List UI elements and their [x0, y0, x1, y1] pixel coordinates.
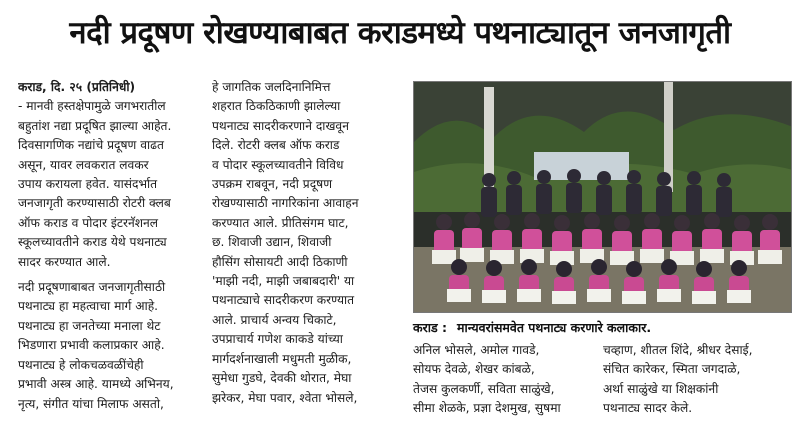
text-line: पथनाट्य सादर केले.	[603, 401, 693, 416]
text-line: ऑफ कराड व पोदार इंटरनॅशनल	[18, 215, 159, 230]
text-line: सुमेधा गुडघे, देवकी थोरात, मेघा	[212, 371, 352, 386]
text-line: व पोदार स्कूलच्यावतीने विविध	[212, 157, 344, 172]
text-line: आले. प्राचार्य अन्वय चिकाटे,	[212, 312, 337, 327]
text-line: चव्हाण, शीतल शिंदे, श्रीधर देसाई,	[603, 343, 753, 357]
group-photo-illustration	[414, 82, 792, 313]
text-line: तेजस कुलकर्णी, सविता साळुंखे,	[413, 381, 555, 396]
text-line: अनिल भोसले, अमोल गावडे,	[413, 343, 540, 357]
text-line: शहरात ठिकठिकाणी झालेल्या	[212, 99, 341, 114]
text-line: पथनाट्य हे लोकचळवळींचेही	[18, 357, 144, 372]
text-line: पथनाट्य हा जनतेच्या मनाला थेट	[18, 318, 161, 333]
text-line: दिवसागणिक नद्यांचे प्रदूषण वाढत	[18, 138, 164, 153]
text-line: करण्यात आले. प्रीतिसंगम घाट,	[212, 215, 349, 230]
text-line: भिडणारा प्रभावी कलाप्रकार आहे.	[18, 338, 165, 353]
text-line: बहुतांश नद्या प्रदूषित झाल्या आहेत.	[18, 118, 172, 133]
text-line: मार्गदर्शनाखाली मधुमती मुळीक,	[212, 351, 352, 366]
text-line: - मानवी हस्तक्षेपामुळे जगभरातील	[18, 99, 166, 114]
text-line: रोखण्यासाठी नागरिकांना आवाहन	[212, 196, 359, 211]
text-line: उपप्राचार्य गणेश काकडे यांच्या	[212, 332, 343, 347]
text-line: हे जागतिक जलदिनानिमित्त	[212, 80, 331, 94]
text-line: हौसिंग सोसायटी आदी ठिकाणी	[212, 254, 348, 269]
headline: नदी प्रदूषण रोखण्याबाबत कराडमध्ये पथनाट्यातून जनजागृती	[69, 15, 731, 51]
text-line: नदी प्रदूषणाबाबत जनजागृतीसाठी	[18, 280, 166, 295]
text-line: दिले. रोटरी क्लब ऑफ कराड	[212, 138, 340, 153]
text-line: 'माझी नदी, माझी जबाबदारी' या	[212, 274, 355, 289]
text-line: सोयफ देवळे, शेखर कांबळे,	[413, 362, 535, 377]
photo-caption	[413, 318, 798, 338]
text-line: संचित कारेकर, स्मिता जगदाळे,	[603, 362, 741, 377]
text-line: नृत्य, संगीत यांचा मिलाफ असतो,	[18, 396, 164, 411]
text-line: पथनाट्याचे सादरीकरण करण्यात	[212, 293, 355, 308]
text-line: प्रभावी अस्त्र आहे. यामध्ये अभिनय,	[18, 377, 174, 392]
caption-text: मान्यवरांसमवेत पथनाट्य करणारे कलाकार.	[457, 320, 652, 335]
article-column-4	[603, 341, 798, 431]
text-line: उपाय करायला हवेत. यासंदर्भात	[18, 177, 158, 192]
text-line: अर्था साळुंखे या शिक्षकांनी	[603, 381, 719, 396]
article-column-3	[413, 341, 593, 431]
article-column-1	[18, 78, 206, 430]
text-line: सादर करण्यात आले.	[18, 254, 111, 269]
caption-label: कराड :	[413, 320, 447, 335]
column1-para-b	[18, 278, 206, 414]
text-line: पथनाट्य हा महत्वाचा मार्ग आहे.	[18, 299, 159, 314]
article-column-2	[212, 78, 402, 430]
text-line: पथनाट्य सादरीकरणाने दाखवून	[212, 118, 349, 133]
text-line: झरेकर, मेघा पवार, श्वेता भोसले,	[212, 390, 358, 405]
text-line: सीमा शेळके, प्रज्ञा देशमुख, सुषमा	[413, 401, 561, 416]
text-line: जनजागृती करण्यासाठी रोटरी क्लब	[18, 196, 171, 211]
column1-para-a	[18, 78, 206, 272]
text-line: असून, यावर लवकरात लवकर	[18, 157, 149, 172]
text-line: उपक्रम राबवून, नदी प्रदूषण	[212, 177, 333, 192]
news-photo	[413, 81, 792, 313]
text-line: स्कूलच्यावतीने कराड येथे पथनाट्य	[18, 235, 167, 250]
text-line: छ. शिवाजी उद्यान, शिवाजी	[212, 235, 332, 250]
text-line: कराड, दि. २५ (प्रतिनिधी)	[18, 80, 136, 94]
